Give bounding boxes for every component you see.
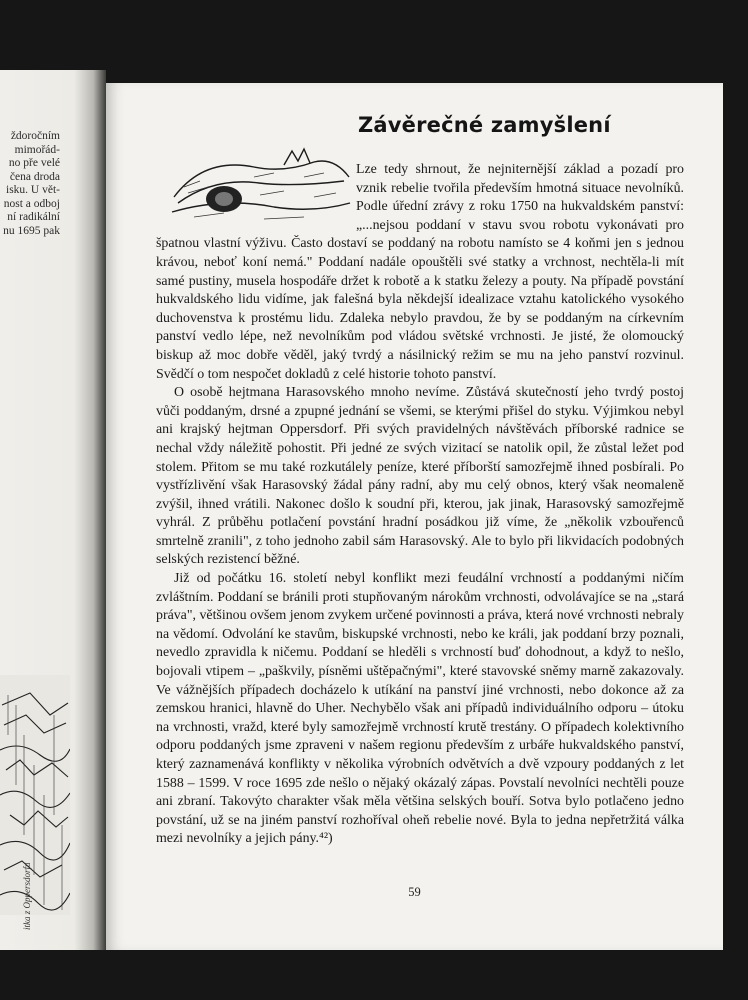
- previous-page-line: nost a odboj: [3, 197, 60, 210]
- page-number: 59: [408, 885, 421, 899]
- previous-page: [0, 70, 106, 950]
- paragraph: Lze tedy shrnout, že nejniternější základ a pozadí pro vznik rebelie tvořila především hmotná situace nevolníků. Podle úřední zrávy z roku 1750 na hukvaldském panství: „...nejsou poddaní v stavu svou robotu vykonávati pro špatnou vlastní výživu. Často dostaví se poddaný na robotu namísto se 4 koňmi jen s jednou krávou, neboť koní nemá." Poddaní nadále opouštěli své statky a vrchnost, nechtěla-li mít samé pustiny, musela hospodáře držet k robotě a k statku železy a pouty. Na případě povstání hukvaldského lidu vidíme, jak falešná byla někdejší idealizace vztahu katolického vysokého duchovenstva k prostému lidu. Zdaleka nebylo pravdou, že by se poddaným na církevním panství vedlo lépe, než nevolníkům pod vládou světské vrchnosti. Je jisté, že olomoucký biskup až moc dobře věděl, jaký tvrdý a násilnický režim se mu na jeho panství rozvinul. Svědčí o tom nespočet dokladů z celé historie tohoto panství.: [156, 162, 684, 382]
- illustration-caption: itka z Oppersdorfu: [22, 862, 32, 930]
- previous-page-line: čena droda: [9, 170, 60, 183]
- previous-page-line: isku. U vět-: [6, 184, 60, 196]
- paragraph: O osobě hejtmana Harasovského mnoho nevíme. Zůstává skutečností jeho tvrdý postoj vůči poddaným, drsné a zpupné jednání se všemi, se kterými přišel do styku. Výjimkou nebyl ani krajský hejtman Oppersdorf. Při svých pravidelných návštěvách příborské radnice se nechal vždy náležitě pohostit. Při jedné ze svých vizitací se natolik opil, že zůstal ležet pod stolem. Přitom se mu také rozkutálely peníze, které příborští samozřejmě ihned posbírali. Po vystřízlivění však Harasovský žádal pány radní, aby mu celý obnos, který však neomaleně zvýšil, ihned vrátili. Nakonec došlo k soudní při, kterou, jak jinak, Harasovský samozřejmě vyhrál. Z průběhu potlačení povstání hradní posádkou již víme, že „několik vzbouřenců smrtelně zranili", z toho jednoho zabil sám Harasovský. Ale to bylo při likvidacích podobných selských rezistencí běžné.: [156, 385, 684, 568]
- previous-page-line: ní radikální: [7, 211, 60, 223]
- page-title: Závěrečné zamyšlení: [358, 113, 611, 137]
- paragraph: Již od počátku 16. století nebyl konflikt mezi feudální vrchností a poddanými ničím zvláštním. Poddaní se bránili proti stupňovaným nárokům vrchnosti, odvolávajíce se na „stará práva", většinou ovšem jenom zvykem určené povinnosti a práva, která nové vrchnosti nebraly na vědomí. Odvolání ke stavům, biskupské vrchnosti, nebo ke králi, jak poddaní brzy poznali, nevedlo zpravidla k ničemu. Poddaní se hleděli s vrchností buď dohodnout, a když to nešlo, bojovali vtipem – „paškvily, písněmi uštěpačnými", které stavovské sněmy marně zakazovaly. Ve vážnějších případech docházelo k utíkání na panství jiné vrchnosti, nebo dokonce až za zemskou hranici, hlavně do Uher. Nechybělo však ani případů individuálního odporu – útoku na vrchnosti, vražd, které byly samozřejmě vrchností krutě trestány. O případech kolektivního odporu poddaných jsme zpraveni v našem regionu především z urbáře hukvaldského panství, který zaznamenává konflikty v několika výrobních odvětvích a dvě vzpoury poddaných z let 1588 – 1599. V roce 1695 zde nešlo o nějaký okázalý zápas. Povstalí nevolníci nechtěli pouze ani zbraní. Takovýto charakter však měla většina selských bouří. Sotva bylo potlačeno jedno povstání, už se na jiném panství rozhoříval oheň rebelie nové. Byla to jedna nepřetržitá válka mezi nevolníky a jejich pány.⁴²): [156, 571, 684, 847]
- article-body: [156, 161, 684, 849]
- book-page: [106, 83, 723, 950]
- previous-page-text: [0, 130, 60, 238]
- engraving-illustration-icon: [0, 675, 70, 915]
- previous-page-line: no pře velé: [8, 157, 60, 169]
- previous-page-line: mimořád-: [14, 143, 60, 156]
- previous-page-line: nu 1695 pak: [3, 224, 60, 237]
- previous-page-line: ždoročním: [10, 130, 60, 142]
